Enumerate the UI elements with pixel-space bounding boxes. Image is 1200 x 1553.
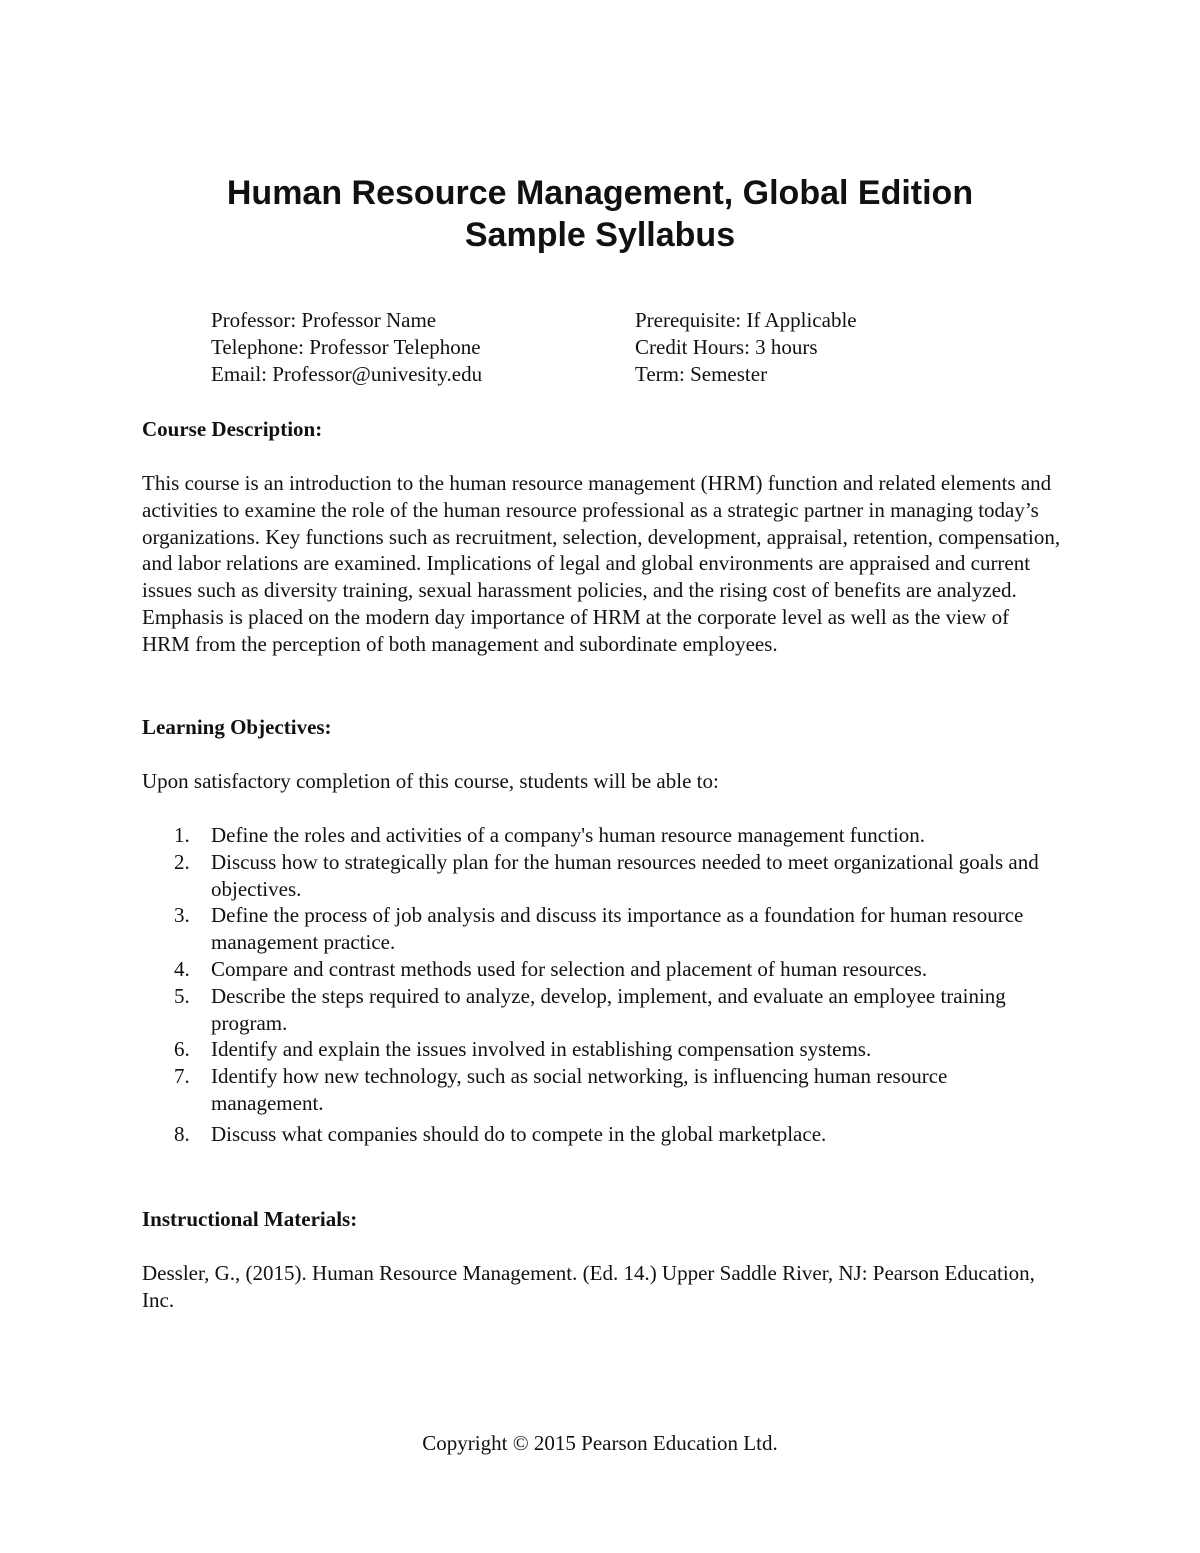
objective-text: Define the roles and activities of a company's human resource management function. [211,823,926,847]
objective-item [142,822,1062,849]
instructional-materials-heading: Instructional Materials: [142,1207,358,1231]
objective-text: Discuss what companies should do to compete in the global marketplace. [211,1121,827,1146]
document-subtitle: Sample Syllabus [464,216,736,254]
course-info [635,307,857,388]
document-title: Human Resource Management, Global Edition [226,174,974,212]
objective-number: 7. [174,1064,190,1089]
objective-item [142,849,1062,903]
credit-hours: Credit Hours: 3 hours [635,335,818,359]
professor-telephone: Telephone: Professor Telephone [211,335,481,359]
learning-objectives-heading: Learning Objectives: [142,715,332,739]
objective-number: 4. [174,956,190,981]
copyright-footer: Copyright © 2015 Pearson Education Ltd. [422,1431,778,1455]
objective-item [142,902,1062,956]
objective-text: Discuss how to strategically plan for the human resources needed to meet organizational goals and objectives. [211,849,1039,901]
objective-item [142,983,1062,1037]
objective-item [142,1121,1062,1148]
professor-name: Professor: Professor Name [211,308,437,332]
professor-email: Email: Professor@univesity.edu [211,362,483,386]
learning-objectives-intro: Upon satisfactory completion of this course, students will be able to: [142,769,719,793]
objective-text: Identify how new technology, such as social networking, is influencing human resource management. [211,1064,948,1115]
objective-text: Identify and explain the issues involved in establishing compensation systems. [211,1037,872,1062]
objective-number: 5. [174,983,190,1008]
prerequisite: Prerequisite: If Applicable [635,308,857,332]
objective-text: Define the process of job analysis and discuss its importance as a foundation for human resource management practice. [211,903,1024,955]
objective-item [142,1036,1062,1063]
objective-item [142,1063,1062,1117]
objective-number: 6. [174,1037,190,1062]
objective-text: Describe the steps required to analyze, develop, implement, and evaluate an employee training program. [211,983,1006,1035]
objective-number: 8. [174,1121,190,1146]
objective-number: 1. [174,823,190,847]
professor-info [211,307,482,388]
instructional-materials-text: Dessler, G., (2015). Human Resource Management. (Ed. 14.) Upper Saddle River, NJ: Pearson Education, Inc. [142,1261,1035,1312]
term: Term: Semester [635,362,768,386]
objective-text: Compare and contrast methods used for selection and placement of human resources. [211,956,928,981]
learning-objectives-list [142,822,1062,1148]
course-description-text: This course is an introduction to the human resource management (HRM) function and related elements and activities to examine the role of the human resource professional as a strategic partner in managing today’s organizations. Key functions such as recruitment, selection, development, appraisal, retention, compensation, and labor relations are examined. Implications of legal and global environments are appraised and current issues such as diversity training, sexual harassment policies, and the rising cost of benefits are analyzed. Emphasis is placed on the modern day importance of HRM at the corporate level as well as the view of HRM from the perception of both management and subordinate employees. [142,471,1061,656]
course-description-heading: Course Description: [142,417,323,441]
objective-item [142,956,1062,983]
objective-number: 3. [174,903,190,928]
objective-number: 2. [174,849,190,874]
